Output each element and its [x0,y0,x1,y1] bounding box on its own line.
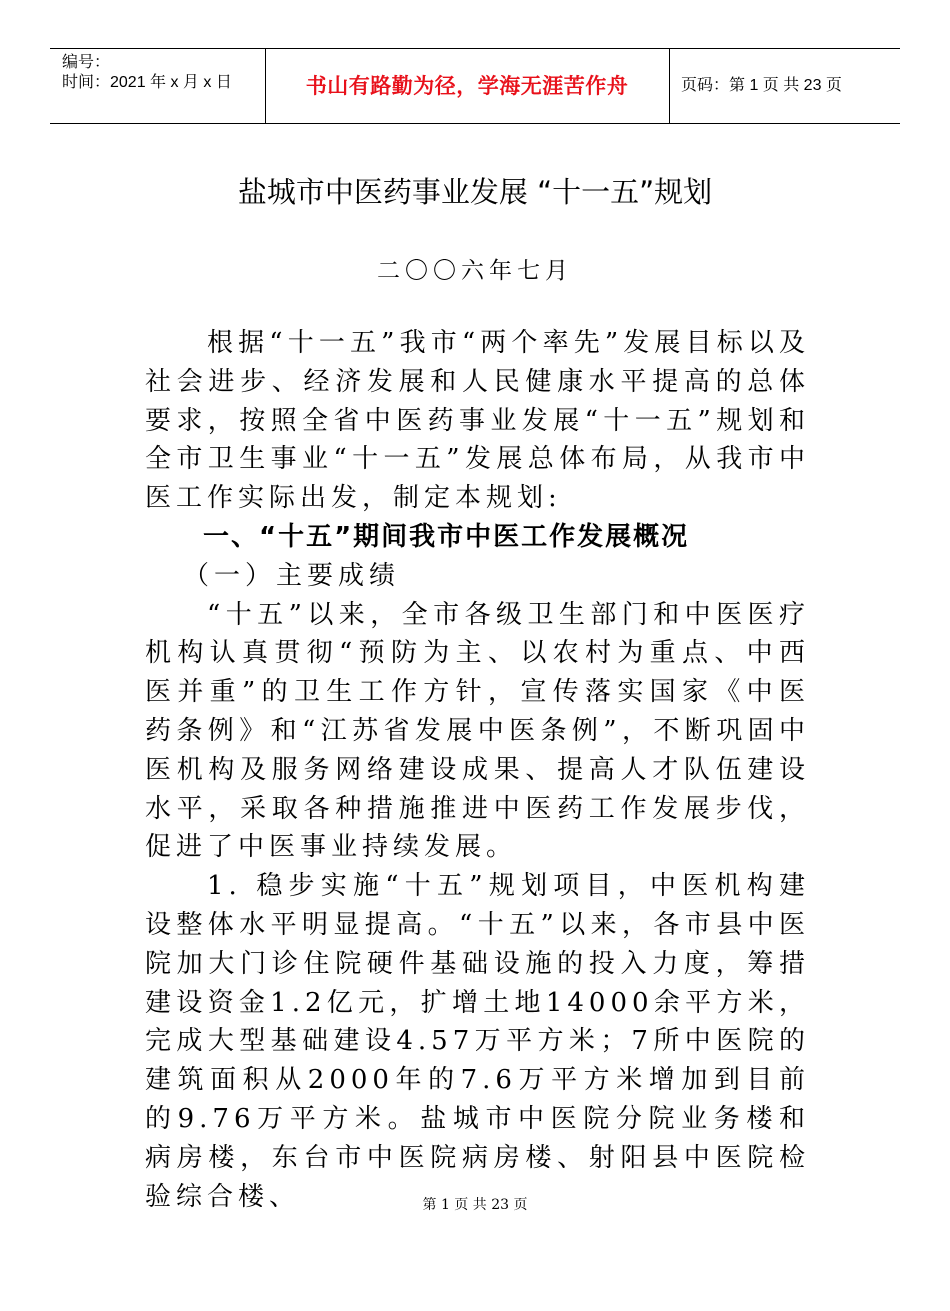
document-body [145,324,810,1216]
body-paragraph: 1. 稳步实施“十五”规划项目，中医机构建设整体水平明显提高。“十五”以来，各市县中医院加大门诊住院硬件基础设施的投入力度，筹措建设资金1.2亿元，扩增土地14000余平方米，完成大型基础建设4.57万平方米；7所中医院的建筑面积从2000年的7.6万平方米增加到目前的9.76万平方米。盐城市中医院分院业务楼和病房楼，东台市中医院病房楼、射阳县中医院检验综合楼、 [145,871,810,1212]
document-title: 盐城市中医药事业发展 “十一五”规划 [237,175,713,209]
intro-paragraph: 根据“十一五”我市“两个率先”发展目标以及社会进步、经济发展和人民健康水平提高的总体要求，按照全省中医药事业发展“十一五”规划和全市卫生事业“十一五”发展总体布局，从我市中医工作实际出发，制定本规划: [145,328,810,514]
header-meta-cell [50,49,266,123]
page-header [50,48,900,124]
header-motto: 书山有路勤为径，学海无涯苦作舟 [305,74,629,98]
document-time-label: 时间：2021 年 x 月 x 日 [62,74,232,91]
page-footer: 第 1 页 共 23 页 [422,1197,528,1213]
body-paragraph: “十五”以来，全市各级卫生部门和中医医疗机构认真贯彻“预防为主、以农村为重点、中西医并重”的卫生工作方针，宣传落实国家《中医药条例》和“江苏省发展中医条例”，不断巩固中医机构及服务网络建设成果、提高人才队伍建设水平，采取各种措施推进中医药工作发展步伐，促进了中医事业持续发展。 [145,599,810,863]
subsection-heading: （一）主要成绩 [183,560,401,591]
header-page-info: 页码：第 1 页 共 23 页 [681,77,842,94]
section-heading: 一、“十五”期间我市中医工作发展概况 [203,521,690,552]
document-number-label: 编号： [62,54,111,71]
document-date: 二〇〇六年七月 [377,258,573,284]
header-motto-cell [265,49,670,123]
header-page-cell [669,49,900,123]
